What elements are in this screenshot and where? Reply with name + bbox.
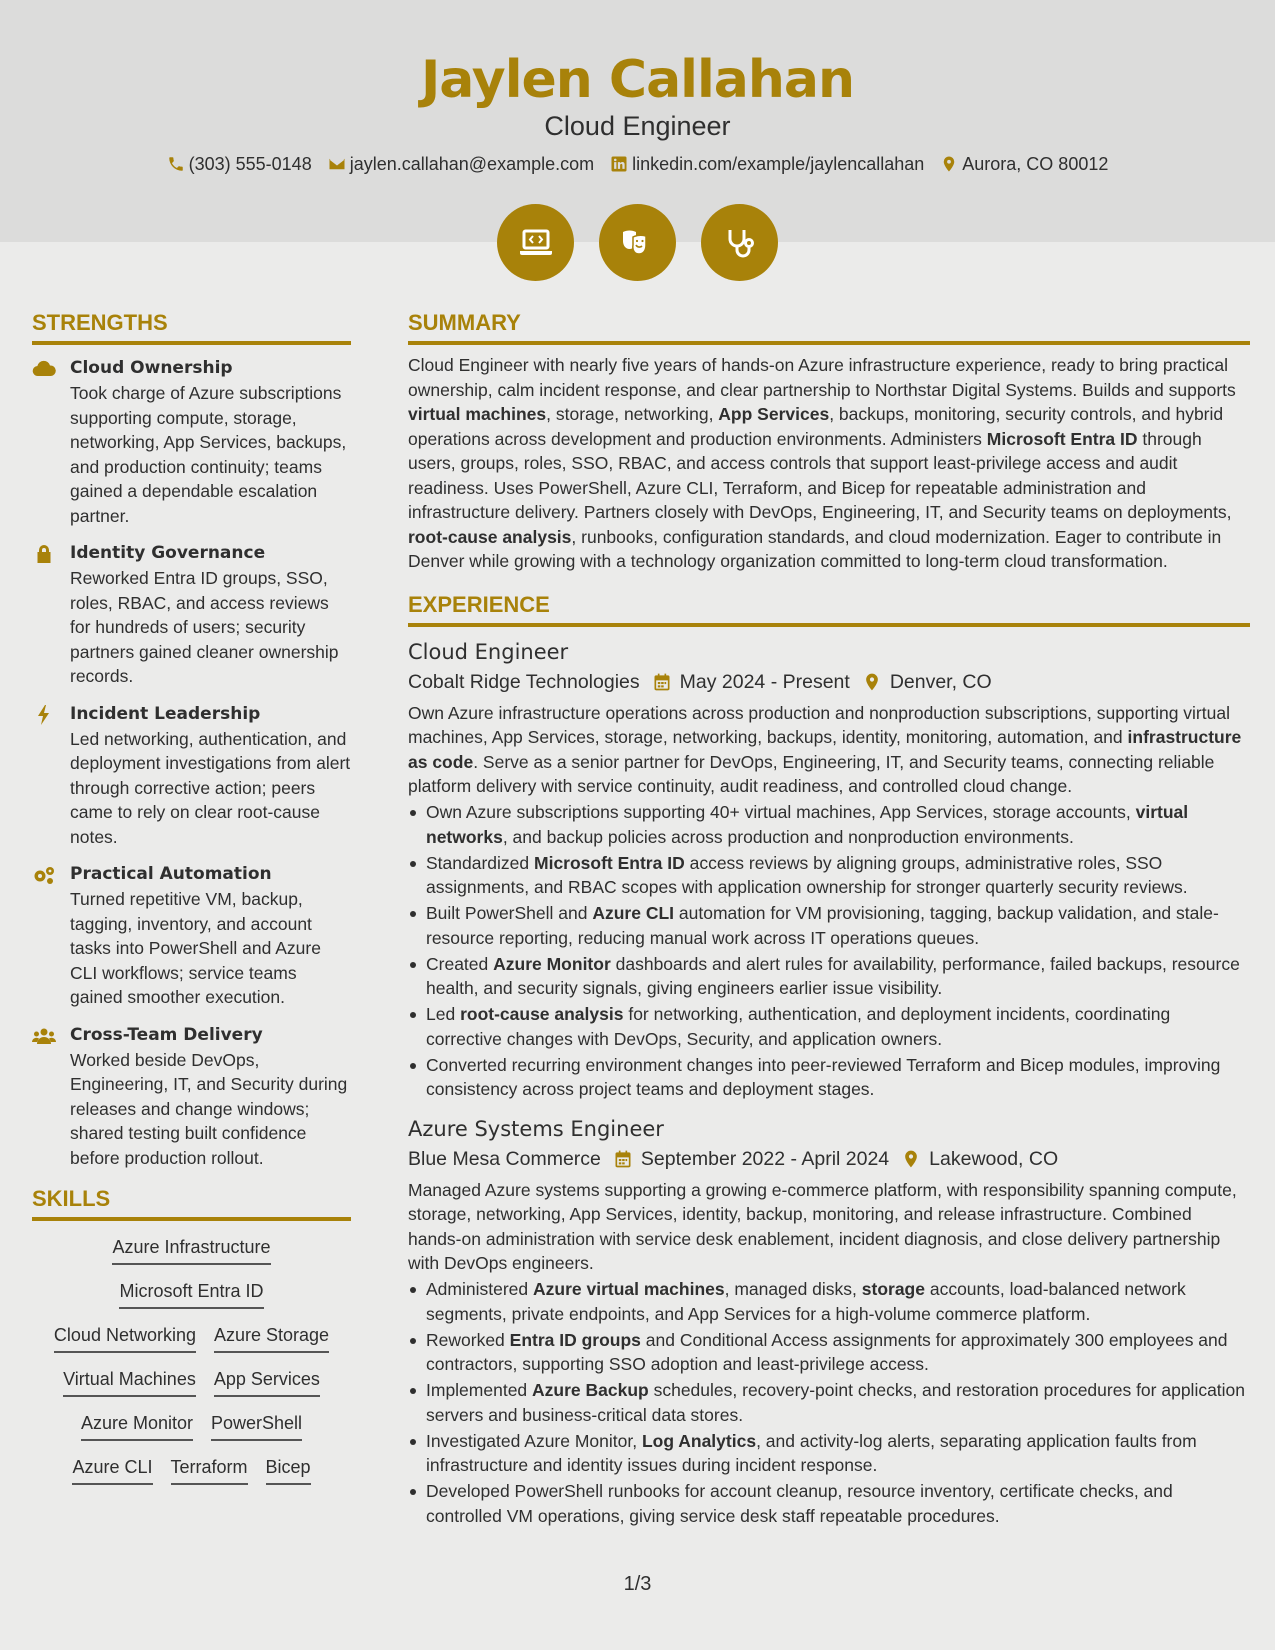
desc-part: Own Azure infrastructure operations across production and nonproduction subscriptions, supporting virtual machines, App Services, storage, networking, backups, identity, monitoring, automation, and bbox=[408, 702, 1230, 747]
job-bullets bbox=[408, 800, 1250, 1102]
skill-tag: Azure Monitor bbox=[81, 1411, 193, 1441]
summary-part: , backups, monitoring, security controls, and hybrid operations across development and production environments. Administers bbox=[408, 404, 1224, 449]
laptop-code-icon bbox=[516, 223, 556, 263]
contact-email[interactable] bbox=[328, 152, 594, 176]
map-pin-icon bbox=[940, 155, 958, 173]
map-pin-icon bbox=[862, 672, 882, 692]
desc-part: . Serve as a senior partner for DevOps, Engineering, IT, and Security teams, connecting reliable platform delivery with service continuity, audit readiness, and controlled cloud change. bbox=[408, 751, 1215, 796]
envelope-icon bbox=[328, 155, 346, 173]
bullet-item: Implemented Azure Backup schedules, recovery-point checks, and restoration procedures for application servers and business-critical data stores. bbox=[408, 1378, 1250, 1427]
strength-title: Cloud Ownership bbox=[70, 358, 233, 378]
job-location: Denver, CO bbox=[889, 670, 992, 693]
bullet-item: Led root-cause analysis for networking, authentication, and deployment incidents, coordinating corrective changes with DevOps, Security, and application owners. bbox=[408, 1002, 1250, 1051]
summary-bold: Microsoft Entra ID bbox=[986, 428, 1138, 449]
summary-bold: virtual machines bbox=[408, 404, 547, 424]
stethoscope-icon bbox=[720, 223, 760, 263]
users-icon bbox=[32, 1026, 56, 1046]
bullet-item: Investigated Azure Monitor, Log Analytics, and activity-log alerts, separating application faults from infrastructure and identity issues during incident response. bbox=[408, 1429, 1250, 1478]
contact-linkedin[interactable] bbox=[610, 152, 924, 176]
job-dates: September 2022 - April 2024 bbox=[640, 1147, 890, 1170]
bullet-item: Own Azure subscriptions supporting 40+ virtual machines, App Services, storage accounts, virtual networks, and backup policies across production and nonproduction environments. bbox=[408, 800, 1250, 849]
right-column bbox=[408, 308, 1250, 1528]
strength-desc: Reworked Entra ID groups, SSO, roles, RBAC, and access reviews for hundreds of users; security partners gained cleaner ownership records. bbox=[70, 568, 339, 686]
skill-tag: Bicep bbox=[266, 1455, 311, 1485]
left-column bbox=[32, 308, 351, 1485]
header-band bbox=[0, 0, 1275, 242]
job-dates: May 2024 - Present bbox=[679, 670, 850, 693]
bolt-icon bbox=[32, 705, 56, 725]
email-text[interactable]: jaylen.callahan@example.com bbox=[349, 154, 595, 174]
badge-laptop bbox=[497, 204, 574, 281]
contact-phone bbox=[167, 152, 312, 176]
job-description: Managed Azure systems supporting a growing e-commerce platform, with responsibility spanning compute, storage, networking, App Services, identity, backup, monitoring, and release infrastructure. Combined hands-on administration with service desk enablement, incident diagnosis, and close delivery partnership with DevOps engineers. bbox=[408, 1179, 1237, 1273]
skill-tag: Virtual Machines bbox=[63, 1367, 196, 1397]
skill-tag: Azure CLI bbox=[72, 1455, 152, 1485]
desc-bold: infrastructure as code bbox=[408, 727, 1242, 772]
badge-masks bbox=[599, 204, 676, 281]
strength-desc: Took charge of Azure subscriptions supporting compute, storage, networking, App Services, backups, and production continuity; teams gained a dependable escalation partner. bbox=[70, 383, 347, 526]
summary-part: , runbooks, configuration standards, and cloud modernization. Eager to contribute in Denver while growing with a technology organization committed to long-term cloud transformation. bbox=[408, 526, 1222, 571]
strength-item bbox=[32, 540, 351, 689]
strength-title: Identity Governance bbox=[70, 543, 266, 563]
strength-title: Practical Automation bbox=[70, 864, 272, 884]
linkedin-icon bbox=[610, 155, 628, 173]
badge-row bbox=[0, 204, 1275, 281]
candidate-role: Cloud Engineer bbox=[544, 111, 731, 141]
bullet-item: Standardized Microsoft Entra ID access reviews by aligning groups, administrative roles, SSO assignments, and RBAC scopes with application ownership for stronger quarterly security reviews. bbox=[408, 851, 1250, 900]
strength-title: Cross-Team Delivery bbox=[70, 1024, 263, 1045]
skill-tag: Cloud Networking bbox=[54, 1323, 196, 1353]
strength-desc: Turned repetitive VM, backup, tagging, inventory, and account tasks into PowerShell and Azure CLI workflows; service teams gained smoother execution. bbox=[70, 889, 321, 1007]
job-entry bbox=[408, 1114, 1250, 1529]
theater-masks-icon bbox=[618, 223, 658, 263]
strength-item bbox=[32, 701, 351, 850]
experience-section bbox=[408, 590, 1250, 1529]
summary-text bbox=[408, 353, 1250, 574]
contact-location bbox=[940, 152, 1108, 176]
bullet-item: Built PowerShell and Azure CLI automation for VM provisioning, tagging, backup validation, and stale-resource reporting, reducing manual work across IT operations queues. bbox=[408, 901, 1250, 950]
job-title: Cloud Engineer bbox=[408, 639, 569, 664]
calendar-icon bbox=[613, 1149, 633, 1169]
strength-desc: Led networking, authentication, and deployment investigations from alert through corrective action; peers came to rely on clear root-cause notes. bbox=[70, 728, 351, 847]
skill-tag: Microsoft Entra ID bbox=[119, 1279, 263, 1309]
summary-part: through users, groups, roles, SSO, RBAC, and access controls that support least-privilege access and audit readiness. Uses PowerShell, Azure CLI, Terraform, and Bicep for repeatable administration and infrastructure delivery. Partners closely with DevOps, Engineering, IT, and Security teams on deployments, bbox=[408, 428, 1232, 522]
bullet-item: Converted recurring environment changes into peer-reviewed Terraform and Bicep modules, improving consistency across project teams and deployment stages. bbox=[408, 1053, 1250, 1102]
job-meta bbox=[408, 667, 1250, 697]
bullet-item: Reworked Entra ID groups and Conditional Access assignments for approximately 300 employees and contractors, supporting SSO adoption and least-privilege access. bbox=[408, 1328, 1250, 1377]
linkedin-text[interactable]: linkedin.com/example/jaylencallahan bbox=[632, 154, 925, 174]
phone-text: (303) 555-0148 bbox=[188, 154, 312, 174]
summary-part: , storage, networking, bbox=[546, 404, 719, 424]
cloud-icon bbox=[32, 359, 56, 379]
calendar-icon bbox=[652, 672, 672, 692]
skill-tag: App Services bbox=[214, 1367, 320, 1397]
skills-heading: SKILLS bbox=[32, 1184, 351, 1221]
job-bullets bbox=[408, 1277, 1250, 1528]
page-number: 1/3 bbox=[623, 1573, 652, 1595]
lock-icon bbox=[32, 544, 56, 564]
skills-section bbox=[32, 1184, 351, 1485]
skill-tag: Azure Infrastructure bbox=[112, 1235, 270, 1265]
summary-heading: SUMMARY bbox=[408, 308, 1250, 345]
job-description bbox=[408, 701, 1250, 799]
skill-tag: PowerShell bbox=[211, 1411, 302, 1441]
map-pin-icon bbox=[901, 1149, 921, 1169]
candidate-name: Jaylen Callahan bbox=[420, 50, 855, 110]
job-company: Blue Mesa Commerce bbox=[408, 1147, 601, 1170]
job-entry bbox=[408, 637, 1250, 1102]
job-title: Azure Systems Engineer bbox=[408, 1116, 664, 1141]
strength-item bbox=[32, 861, 351, 1010]
contact-bar bbox=[0, 152, 1275, 176]
badge-stethoscope bbox=[701, 204, 778, 281]
bullet-item: Developed PowerShell runbooks for account cleanup, resource inventory, certificate checks, and controlled VM operations, giving service desk staff repeatable procedures. bbox=[408, 1479, 1250, 1528]
phone-icon bbox=[167, 155, 185, 173]
gears-icon bbox=[32, 865, 56, 885]
summary-part: Cloud Engineer with nearly five years of hands-on Azure infrastructure experience, ready to bring practical ownership, calm incident response, and clear partnership to Northstar Digital Systems. Builds and supports bbox=[408, 355, 1236, 400]
strength-desc: Worked beside DevOps, Engineering, IT, and Security during releases and change windows; shared testing built confidence before production rollout. bbox=[70, 1049, 348, 1168]
summary-bold: App Services bbox=[718, 404, 830, 424]
job-company: Cobalt Ridge Technologies bbox=[408, 670, 640, 693]
skill-tag: Azure Storage bbox=[214, 1323, 329, 1353]
strength-title: Incident Leadership bbox=[70, 703, 261, 724]
summary-bold: root-cause analysis bbox=[408, 526, 572, 547]
strengths-heading: STRENGTHS bbox=[32, 308, 351, 345]
experience-heading: EXPERIENCE bbox=[408, 590, 1250, 627]
job-meta bbox=[408, 1144, 1250, 1174]
skill-tag: Terraform bbox=[171, 1455, 248, 1485]
bullet-item: Administered Azure virtual machines, managed disks, storage accounts, load-balanced network segments, private endpoints, and App Services for a high-volume commerce platform. bbox=[408, 1277, 1250, 1326]
location-text: Aurora, CO 80012 bbox=[962, 154, 1109, 174]
strength-item bbox=[32, 1022, 351, 1171]
strength-item bbox=[32, 355, 351, 528]
bullet-item: Created Azure Monitor dashboards and alert rules for availability, performance, failed backups, resource health, and security signals, giving engineers earlier issue visibility. bbox=[408, 952, 1250, 1001]
job-location: Lakewood, CO bbox=[929, 1147, 1059, 1170]
